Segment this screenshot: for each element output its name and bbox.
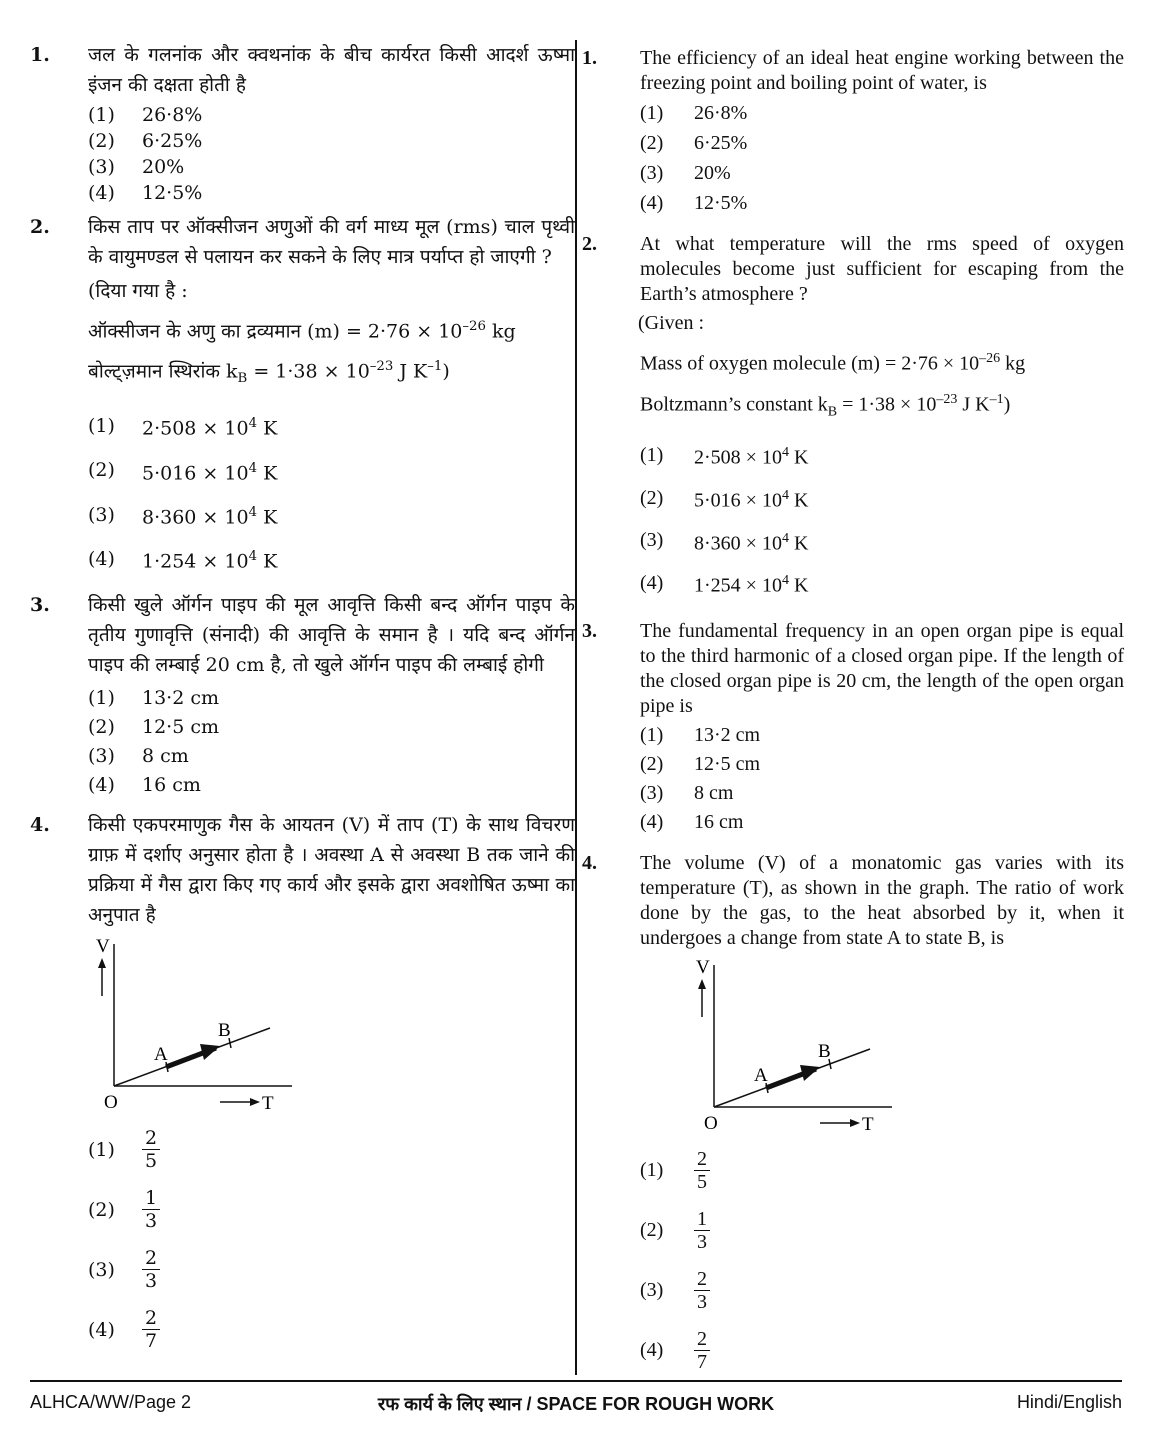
option-text: 6·25% (694, 132, 748, 154)
question-stem: किसी खुले ऑर्गन पाइप की मूल आवृत्ति किसी बन्द ऑर्गन पाइप के तृतीय गुणावृत्ति (संनादी) की आवृत्ति के समान है । यदि बन्द ऑर्गन पाइप की लम्बाई 20 cm है, तो खुले ऑर्गन पाइप की लम्बाई होगी (88, 593, 575, 676)
option-3 (88, 742, 575, 771)
option-number: (1) (88, 1138, 115, 1161)
option-number: (4) (88, 1318, 115, 1341)
option-text: $2\cdot 508 \times 10^4$ K (694, 445, 809, 469)
option-4 (88, 537, 575, 581)
hindi-column (30, 40, 575, 1360)
option-number: (2) (640, 486, 664, 509)
option-number: (1) (88, 686, 115, 709)
column-divider (575, 40, 577, 1375)
option-text: $8\cdot 360 \times 10^4$ K (694, 530, 809, 555)
option-number: (3) (88, 156, 115, 178)
question-number: 4. (30, 813, 50, 836)
option-text: $2\cdot 508 \times 10^4$ K (142, 416, 278, 440)
option-number: (2) (640, 132, 664, 154)
point-b-label: B (218, 1019, 231, 1041)
question-stem: जल के गलनांक और क्वथनांक के बीच कार्यरत किसी आदर्श ऊष्मा इंजन की दक्षता होती है (88, 44, 575, 96)
question-2-hindi (30, 212, 575, 582)
graph-y-label: V (696, 956, 710, 978)
option-text: 16 cm (694, 810, 744, 833)
option-3 (88, 154, 575, 180)
option-2 (640, 128, 1124, 158)
question-3-english (582, 619, 1124, 837)
language-label: Hindi/English (1016, 1392, 1122, 1412)
option-2 (88, 449, 575, 493)
question-2-english (582, 232, 1124, 605)
option-1 (640, 1141, 1124, 1201)
option-number: (1) (88, 104, 115, 126)
option-2 (88, 713, 575, 742)
option-fraction: $\frac{2}{7}$ (694, 1328, 710, 1373)
option-text: 26·8% (694, 102, 748, 124)
option-1 (88, 404, 575, 448)
option-number: (3) (640, 162, 664, 184)
question-stem: The volume (V) of a monatomic gas varies with its temperature (T), as shown in the graph. The ratio of work done by the gas, to the heat absorbed by it, when it undergoes a change from state A to state B, is (640, 851, 1124, 949)
question-number: 4. (582, 851, 597, 874)
option-number: (3) (88, 744, 115, 767)
option-text: $1\cdot 254 \times 10^4$ K (142, 549, 278, 573)
option-text: 8 cm (694, 781, 734, 804)
option-fraction: $\frac{2}{3}$ (694, 1268, 710, 1313)
option-4 (640, 562, 1124, 605)
option-3 (88, 1240, 575, 1300)
option-number: (2) (88, 1198, 115, 1221)
option-number: (2) (640, 752, 664, 775)
option-number: (4) (640, 810, 664, 833)
option-number: (4) (640, 572, 664, 595)
paper-code: ALHCA/WW/Page 2 (30, 1392, 192, 1412)
graph-x-label: T (862, 1113, 874, 1135)
option-number: (1) (640, 102, 664, 124)
point-b-label: B (818, 1040, 831, 1062)
option-number: (3) (88, 1258, 115, 1281)
option-1 (88, 102, 575, 128)
option-1 (640, 434, 1124, 477)
option-number: (4) (640, 1339, 664, 1362)
origin-label: O (704, 1112, 718, 1134)
option-number: (1) (640, 444, 664, 467)
option-number: (1) (88, 415, 115, 438)
option-2 (640, 750, 1124, 779)
option-4 (640, 188, 1124, 218)
question-number: 1. (30, 44, 50, 66)
option-4 (88, 771, 575, 800)
option-text: 12·5% (142, 182, 203, 204)
question-number: 3. (30, 593, 50, 616)
option-text: 8 cm (142, 744, 189, 767)
question-3-hindi (30, 590, 575, 800)
footer-rule (30, 1380, 1122, 1382)
question-1-hindi (30, 40, 575, 206)
page-footer (30, 1392, 1122, 1416)
option-text: $1\cdot 254 \times 10^4$ K (694, 573, 809, 597)
option-number: (3) (640, 529, 664, 552)
given-label: (Given : (638, 312, 705, 334)
option-text: 20% (694, 162, 731, 184)
option-text: 12·5 cm (694, 752, 761, 775)
point-a-label: A (754, 1064, 768, 1086)
option-number: (2) (88, 459, 115, 482)
option-3 (88, 493, 575, 537)
option-4 (640, 808, 1124, 837)
option-number: (1) (640, 1159, 664, 1182)
english-column (582, 46, 1124, 1381)
option-text: $5\cdot 016 \times 10^4$ K (142, 460, 278, 485)
given-mass: ऑक्सीजन के अणु का द्रव्यमान $(m) = 2\cdot 76 \times 10^{-26}$ kg (88, 319, 516, 343)
option-2 (640, 1201, 1124, 1261)
question-4-hindi (30, 810, 575, 1360)
option-number: (3) (640, 781, 664, 804)
option-fraction: $\frac{2}{5}$ (694, 1148, 710, 1193)
question-number: 3. (582, 619, 597, 642)
option-fraction: $\frac{2}{5}$ (142, 1127, 160, 1172)
option-text: 12·5% (694, 192, 748, 214)
question-number: 1. (582, 47, 597, 69)
given-mass: Mass of oxygen molecule $(m) = 2\cdot 76 \times 10^{-26}$ kg (640, 351, 1026, 375)
option-text: $5\cdot 016 \times 10^4$ K (694, 487, 809, 512)
option-text: 13·2 cm (142, 686, 220, 709)
option-number: (4) (88, 182, 115, 204)
option-number: (3) (640, 1279, 664, 1302)
option-fraction: $\frac{2}{3}$ (142, 1247, 160, 1292)
option-fraction: $\frac{2}{7}$ (142, 1307, 160, 1352)
option-number: (2) (88, 130, 115, 152)
option-number: (1) (640, 723, 664, 746)
option-text: 13·2 cm (694, 723, 761, 746)
option-3 (640, 158, 1124, 188)
origin-label: O (104, 1091, 118, 1113)
given-boltzmann: Boltzmann’s constant $k_B = 1\cdot 38 \times 10^{-23}$ J $K^{-1}$) (640, 391, 1011, 420)
option-3 (640, 1261, 1124, 1321)
volume-temperature-graph (92, 936, 352, 1116)
question-stem: The efficiency of an ideal heat engine working between the freezing point and boiling point of water, is (640, 47, 1124, 94)
point-a-label: A (154, 1043, 168, 1065)
option-1 (640, 98, 1124, 128)
option-1 (640, 721, 1124, 750)
option-number: (4) (88, 773, 115, 796)
option-text: $8\cdot 360 \times 10^4$ K (142, 505, 278, 529)
option-text: 26·8% (142, 104, 203, 126)
question-stem: किसी एकपरमाणुक गैस के आयतन (V) में ताप (T) के साथ विचरण ग्राफ़ में दर्शाए अनुसार होता है । अवस्था A से अवस्था B तक जाने की प्रक्रिया में गैस द्वारा किए गए कार्य और इसके द्वारा अवशोषित ऊष्मा का अनुपात है (88, 813, 575, 926)
option-text: 12·5 cm (142, 715, 220, 738)
option-fraction: $\frac{1}{3}$ (142, 1187, 160, 1232)
option-4 (88, 180, 575, 206)
option-number: (4) (88, 548, 115, 571)
option-2 (88, 1180, 575, 1240)
option-number: (2) (88, 715, 115, 738)
question-stem: At what temperature will the rms speed of oxygen molecules become just sufficient for escaping from the Earth’s atmosphere ? (640, 233, 1124, 305)
graph-y-label: V (96, 935, 110, 957)
option-1 (88, 1120, 575, 1180)
question-number: 2. (582, 233, 597, 255)
option-text: 20% (142, 156, 185, 178)
option-fraction: $\frac{1}{3}$ (694, 1208, 710, 1253)
volume-temperature-graph (692, 957, 952, 1137)
rough-work-label: रफ कार्य के लिए स्थान / SPACE FOR ROUGH WORK (377, 1394, 775, 1414)
option-2 (640, 477, 1124, 520)
question-stem: The fundamental frequency in an open organ pipe is equal to the third harmonic of a closed organ pipe. If the length of the closed organ pipe is 20 cm, the length of the open organ pipe is (640, 619, 1124, 717)
option-number: (2) (640, 1219, 664, 1242)
option-number: (3) (88, 503, 115, 526)
option-3 (640, 520, 1124, 563)
option-3 (640, 779, 1124, 808)
given-label: (दिया गया है : (88, 280, 188, 302)
option-4 (640, 1321, 1124, 1381)
option-number: (4) (640, 192, 664, 214)
question-stem: किस ताप पर ऑक्सीजन अणुओं की वर्ग माध्य मूल (rms) चाल पृथ्वी के वायुमण्डल से पलायन कर सकने के लिए मात्र पर्याप्त हो जाएगी ? (88, 216, 575, 268)
given-boltzmann: बोल्ट्ज़मान स्थिरांक $k_B = 1\cdot 38 \times 10^{-23}$ J $K^{-1}$) (88, 359, 450, 387)
question-number: 2. (30, 216, 50, 238)
question-1-english (582, 46, 1124, 218)
option-text: 6·25% (142, 130, 203, 152)
option-4 (88, 1300, 575, 1360)
option-2 (88, 128, 575, 154)
option-1 (88, 684, 575, 713)
question-4-english (582, 851, 1124, 1381)
option-text: 16 cm (142, 773, 201, 796)
graph-x-label: T (262, 1092, 274, 1114)
